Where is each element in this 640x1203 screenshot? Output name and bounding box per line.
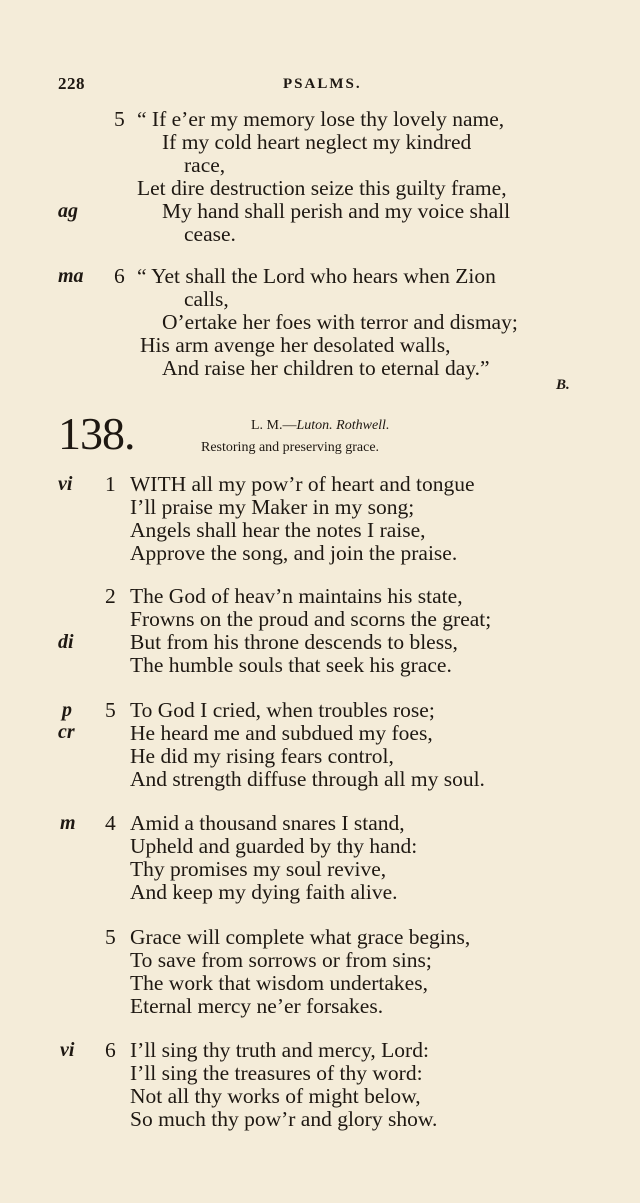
verse-line: I’ll praise my Maker in my song; <box>130 495 415 519</box>
verse-line: And strength diffuse through all my soul. <box>130 767 485 791</box>
verse-line: Upheld and guarded by thy hand: <box>130 834 418 858</box>
verse-line: I’ll sing thy truth and mercy, Lord: <box>130 1038 429 1062</box>
verse-line: Eternal mercy ne’er forsakes. <box>130 994 384 1018</box>
verse-line: Thy promises my soul revive, <box>130 857 387 881</box>
verse-line: He did my rising fears control, <box>130 744 394 768</box>
verse-line: To save from sorrows or from sins; <box>130 948 432 972</box>
dynamic-mark: p <box>62 699 72 721</box>
verse-number: 1 <box>105 472 116 496</box>
verse-line: The humble souls that seek his grace. <box>130 653 452 677</box>
verse-line: If my cold heart neglect my kindred <box>162 130 472 154</box>
verse-number: 5 <box>114 107 125 131</box>
dynamic-mark: ag <box>58 200 78 222</box>
meter-label: L. M.— <box>251 418 297 433</box>
verse-line: calls, <box>184 287 229 311</box>
verse-line: Amid a thousand snares I stand, <box>130 811 405 835</box>
verse-line: So much thy pow’r and glory show. <box>130 1107 438 1131</box>
verse-line: He heard me and subdued my foes, <box>130 721 433 745</box>
running-title: PSALMS. <box>283 76 362 92</box>
verse-line: My hand shall perish and my voice shall <box>162 199 511 223</box>
page-number: 228 <box>58 74 85 93</box>
verse-number: 5 <box>105 925 116 949</box>
dynamic-mark: vi <box>60 1039 75 1061</box>
verse-line: Angels shall hear the notes I raise, <box>130 518 426 542</box>
verse-line: And keep my dying faith alive. <box>130 880 398 904</box>
dynamic-mark: vi <box>58 473 73 495</box>
verse-line: To God I cried, when troubles rose; <box>130 698 435 722</box>
verse-line: “ Yet shall the Lord who hears when Zion <box>137 264 496 288</box>
verse-line: Grace will complete what grace begins, <box>130 925 471 949</box>
verse-line: Approve the song, and join the praise. <box>130 541 458 565</box>
verse-number: 4 <box>105 811 116 835</box>
tune-names: Luton. Rothwell. <box>296 418 390 433</box>
verse-line: cease. <box>184 222 236 246</box>
verse-number: 2 <box>105 584 116 608</box>
verse-line: Let dire destruction seize this guilty frame, <box>137 176 507 200</box>
hymn-subtitle: Restoring and preserving grace. <box>201 440 380 455</box>
verse-number: 5 <box>105 698 116 722</box>
dynamic-mark: di <box>58 631 74 653</box>
verse-line: O’ertake her foes with terror and dismay; <box>162 310 518 334</box>
dynamic-mark: cr <box>58 721 75 743</box>
dynamic-mark: ma <box>58 265 84 287</box>
verse-line: “ If e’er my memory lose thy lovely name, <box>137 107 505 131</box>
author-initial: B. <box>556 377 570 393</box>
hymn-number: 138. <box>58 408 135 459</box>
verse-line: His arm avenge her desolated walls, <box>140 333 451 357</box>
verse-line: Not all thy works of might below, <box>130 1084 421 1108</box>
hymn-meter <box>251 418 389 434</box>
verse-number: 6 <box>114 264 125 288</box>
verse-line: But from his throne descends to bless, <box>130 630 458 654</box>
verse-line: The work that wisdom undertakes, <box>130 971 428 995</box>
verse-line: Frowns on the proud and scorns the great; <box>130 607 492 631</box>
verse-line: And raise her children to eternal day.” <box>162 356 490 380</box>
verse-line: WITH all my pow’r of heart and tongue <box>130 472 475 496</box>
verse-number: 6 <box>105 1038 116 1062</box>
verse-line: The God of heav’n maintains his state, <box>130 584 463 608</box>
dynamic-mark: m <box>60 812 76 834</box>
verse-line: race, <box>184 153 226 177</box>
verse-line: I’ll sing the treasures of thy word: <box>130 1061 423 1085</box>
running-header <box>0 74 640 98</box>
